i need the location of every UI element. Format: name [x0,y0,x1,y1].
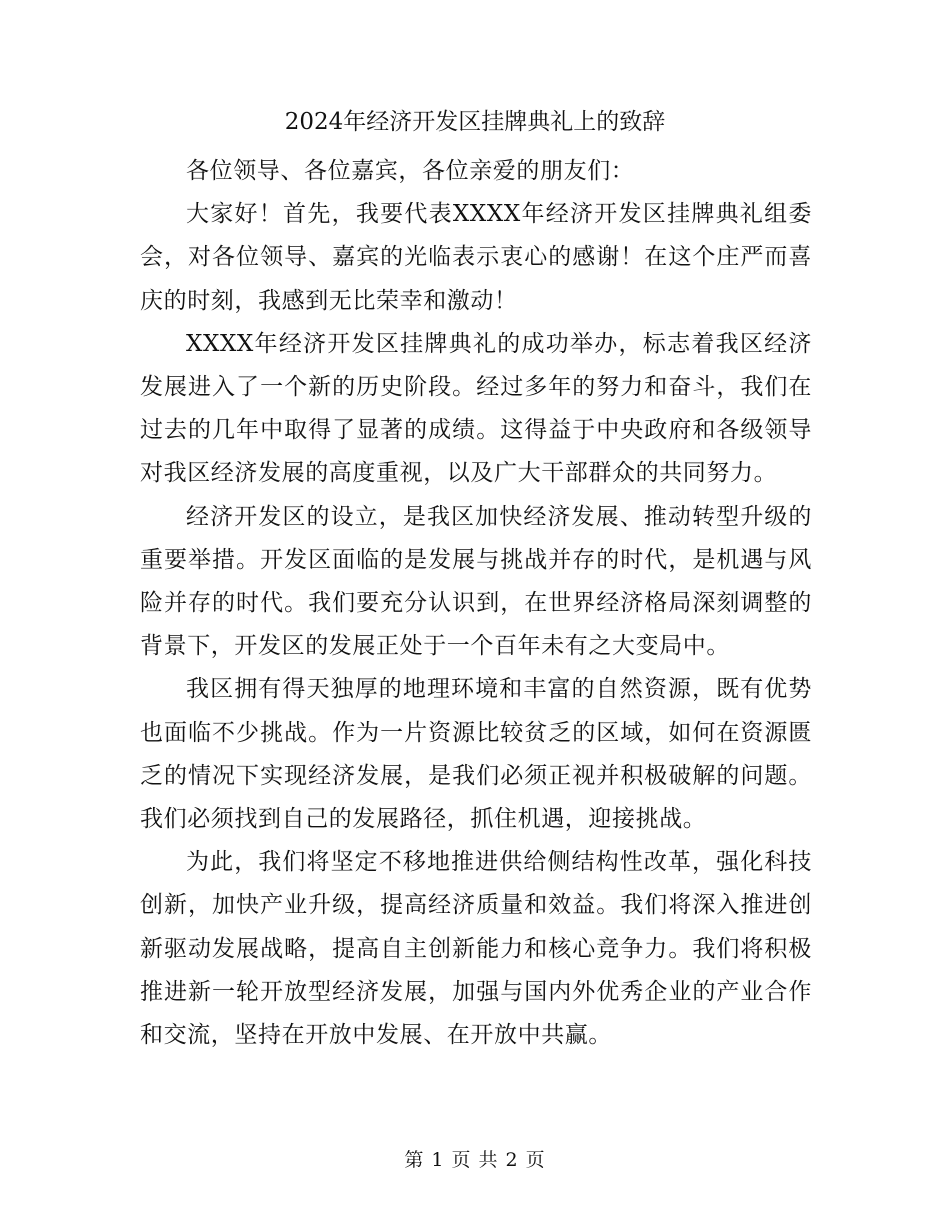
paragraph-measures: 为此，我们将坚定不移地推进供给侧结构性改革，强化科技创新，加快产业升级，提高经济质量和效益。我们将深入推进创新驱动发展战略，提高自主创新能力和核心竞争力。我们将积极推进新一轮开放型经济发展，加强与国内外优秀企业的产业合作和交流，坚持在开放中发展、在开放中共赢。 [140,849,812,1049]
paragraph-significance: 经济开发区的设立，是我区加快经济发展、推动转型升级的重要举措。开发区面临的是发展与挑战并存的时代，是机遇与风险并存的时代。我们要充分认识到，在世界经济格局深刻调整的背景下，开发区的发展正处于一个百年未有之大变局中。 [140,503,812,660]
paragraph-challenges: 我区拥有得天独厚的地理环境和丰富的自然资源，既有优势也面临不少挑战。作为一片资源比较贫乏的区域，如何在资源匮乏的情况下实现经济发展，是我们必须正视并积极破解的问题。我们必须找到自己的发展路径，抓住机遇，迎接挑战。 [140,676,812,833]
page-number-footer: 第 1 页 共 2 页 [404,1149,546,1171]
document-title: 2024年经济开发区挂牌典礼上的致辞 [284,109,666,135]
paragraph-milestone: XXXX年经济开发区挂牌典礼的成功举办，标志着我区经济发展进入了一个新的历史阶段。经过多年的努力和奋斗，我们在过去的几年中取得了显著的成绩。这得益于中央政府和各级领导对我区经济发展的高度重视，以及广大干部群众的共同努力。 [140,330,812,487]
document-body [140,150,812,1057]
paragraph-salutation: 各位领导、各位嘉宾，各位亲爱的朋友们： [186,158,635,184]
paragraph-greeting: 大家好！首先，我要代表XXXX年经济开发区挂牌典礼组委会，对各位领导、嘉宾的光临表示衷心的感谢！在这个庄严而喜庆的时刻，我感到无比荣幸和激动！ [140,201,812,314]
